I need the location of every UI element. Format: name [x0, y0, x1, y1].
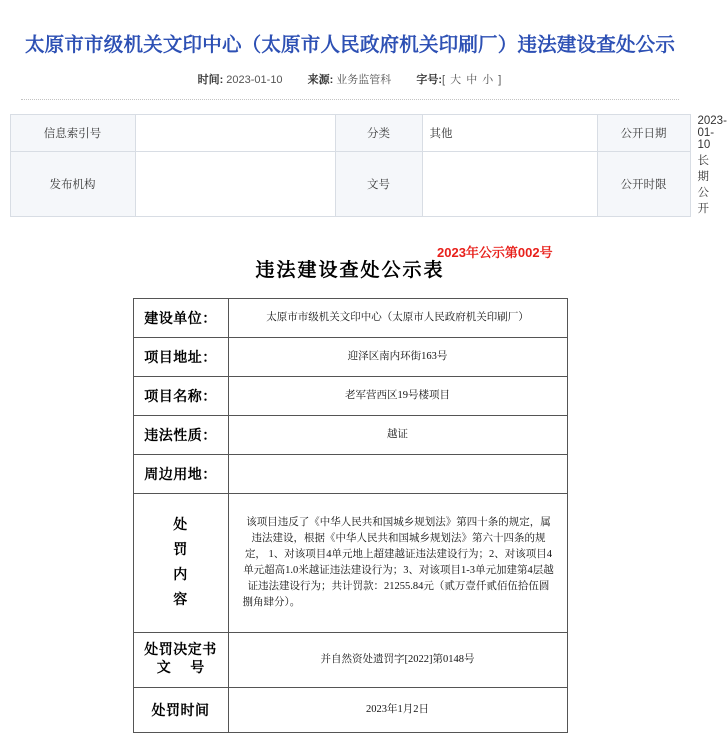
- font-size-options[interactable]: [ 大 中 小 ]: [442, 74, 503, 87]
- table-row: [133, 299, 567, 338]
- row-value-project-name: 老军营西区19号楼项目: [228, 377, 567, 416]
- info-label-validity: 公开时限: [597, 152, 690, 217]
- penalty-label-char-4: 容: [173, 593, 188, 609]
- row-value-surrounding-land: [228, 455, 567, 494]
- section-title: 违法建设查处公示表: [255, 260, 445, 282]
- row-label-violation-nature: 违法性质：: [133, 416, 228, 455]
- row-label-penalty-time: 处罚时间: [133, 688, 228, 733]
- info-label-docnum: 文号: [335, 152, 422, 217]
- row-label-penalty-content: [133, 494, 228, 633]
- meta-time-value: 2023-01-10: [226, 74, 283, 87]
- meta-source: [308, 72, 392, 88]
- info-value-docnum: [422, 152, 597, 217]
- document-meta: [0, 72, 700, 88]
- penalty-label-char-2: 罚: [173, 543, 188, 559]
- table-row: 发布机构 文号 公开时限 长期公开: [10, 152, 690, 217]
- decision-label-line2: 文 号: [156, 661, 213, 677]
- penalty-table: [133, 298, 568, 733]
- table-row: [133, 633, 567, 688]
- row-label-surrounding-land: 周边用地：: [133, 455, 228, 494]
- row-value-penalty-content: 该项目违反了《中华人民共和国城乡规划法》第四十条的规定，属违法建设，根据《中华人民共和国城乡规划法》第六十四条的规定， 1、对该项目4单元地上超建越证违法建设行为；2、对该项目4单元超高1.0米越证违法建设行为；3、对该项目1-3单元加建第4层越证违法建设行为；共计罚款：21255.84元（贰万壹仟贰佰伍拾伍圆捌角肆分）。: [228, 494, 567, 633]
- decision-label-line1: 处罚决定书: [144, 643, 217, 659]
- info-value-index: [135, 115, 335, 152]
- row-value-construction-unit: 太原市市级机关文印中心（太原市人民政府机关印刷厂）: [228, 299, 567, 338]
- header-divider: [21, 99, 679, 100]
- meta-source-label: 来源:: [307, 74, 334, 87]
- meta-source-value: 业务监管科: [336, 74, 392, 87]
- table-row: [133, 455, 567, 494]
- row-label-project-address: 项目地址：: [133, 338, 228, 377]
- info-value-agency: [135, 152, 335, 217]
- row-value-project-address: 迎泽区南内环街163号: [228, 338, 567, 377]
- info-table: [10, 114, 727, 217]
- table-row: 信息索引号 分类 其他 公开日期 2023-01-10: [10, 115, 690, 152]
- penalty-label-char-3: 内: [173, 568, 188, 584]
- row-value-violation-nature: 越证: [228, 416, 567, 455]
- table-row: [133, 494, 567, 633]
- notice-number: 2023年公示第002号: [437, 245, 553, 261]
- row-label-project-name: 项目名称：: [133, 377, 228, 416]
- meta-time: [198, 72, 283, 88]
- row-value-penalty-time: 2023年1月2日: [228, 688, 567, 733]
- table-row: [133, 377, 567, 416]
- meta-time-label: 时间:: [197, 74, 224, 87]
- info-label-index: 信息索引号: [10, 115, 135, 152]
- penalty-label-char-1: 处: [173, 518, 188, 534]
- document-page: [0, 13, 727, 720]
- info-label-category: 分类: [335, 115, 422, 152]
- meta-fontsize-label: 字号:: [416, 74, 443, 87]
- table-row: [133, 688, 567, 733]
- info-value-category: 其他: [422, 115, 597, 152]
- row-value-decision-document: 并自然资处遗罚字[2022]第0148号: [228, 633, 567, 688]
- row-label-construction-unit: 建设单位：: [133, 299, 228, 338]
- meta-fontsize[interactable]: [416, 72, 502, 88]
- table-row: [133, 338, 567, 377]
- row-label-decision-document: [133, 633, 228, 688]
- page-title: 太原市市级机关文印中心（太原市人民政府机关印刷厂）违法建设查处公示: [24, 34, 676, 57]
- info-label-publish-date: 公开日期: [597, 115, 690, 152]
- info-label-agency: 发布机构: [10, 152, 135, 217]
- table-row: [133, 416, 567, 455]
